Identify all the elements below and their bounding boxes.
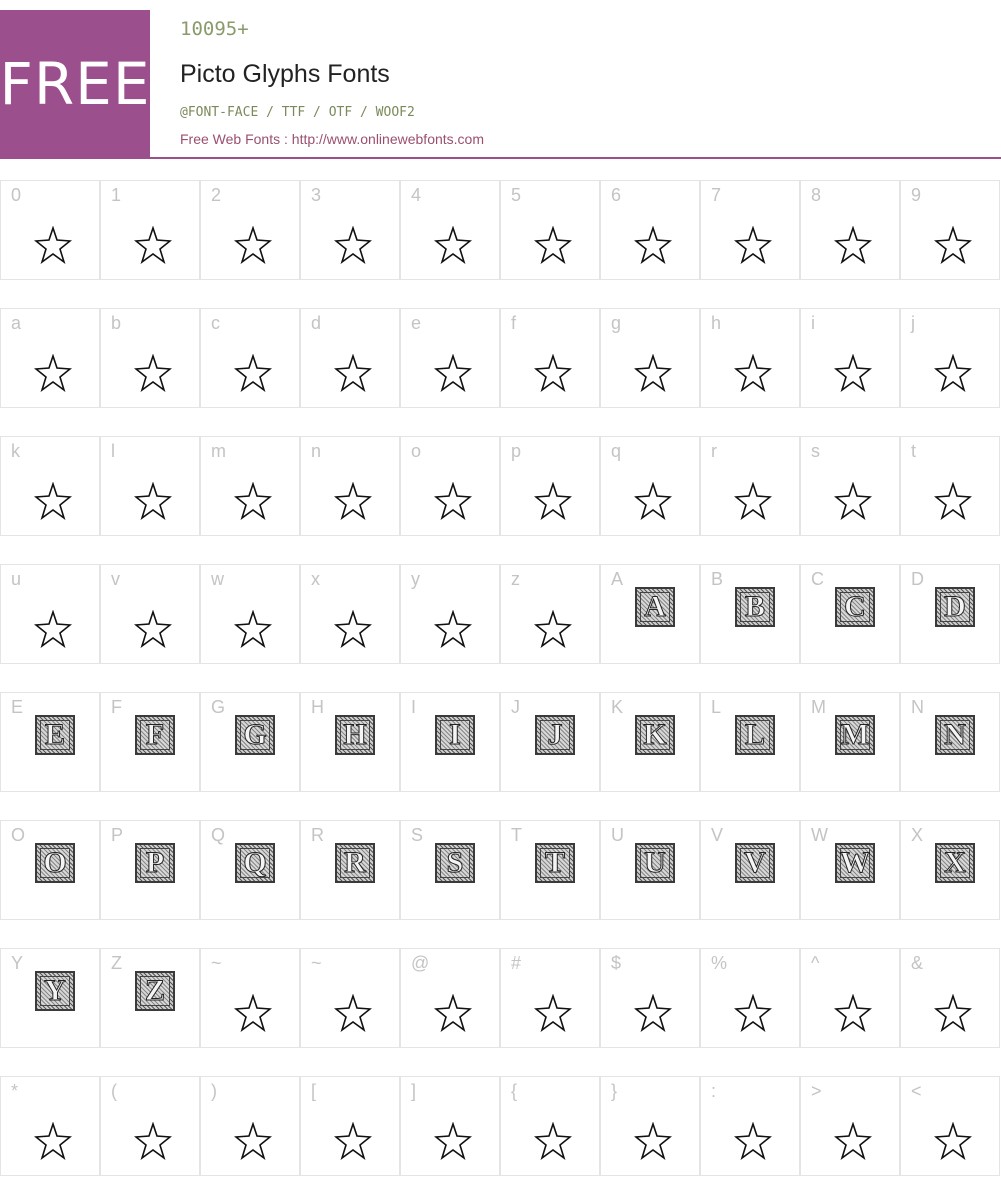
glyph-key-label: R	[311, 825, 324, 845]
star-outline-icon	[934, 354, 972, 392]
glyph-cell[interactable]	[100, 1076, 200, 1176]
glyph-cell[interactable]	[300, 948, 400, 1048]
star-outline-icon	[534, 1122, 572, 1160]
ornate-initial-tile-icon	[435, 843, 475, 883]
ornate-initial-tile-icon	[935, 843, 975, 883]
glyph-row	[0, 692, 1001, 792]
tile-letter: X	[944, 846, 966, 879]
star-outline-icon	[934, 1122, 972, 1160]
star-outline-icon	[934, 226, 972, 264]
tile-letter: Q	[243, 846, 267, 879]
header-divider	[0, 157, 1001, 159]
ornate-initial-tile-icon	[835, 587, 875, 627]
star-outline-icon	[834, 354, 872, 392]
star-outline-icon	[334, 994, 372, 1032]
star-outline-icon	[634, 994, 672, 1032]
glyph-cell[interactable]	[800, 308, 900, 408]
glyph-cell[interactable]	[400, 436, 500, 536]
star-outline-icon	[334, 226, 372, 264]
ornate-initial-tile-icon	[535, 843, 575, 883]
star-outline-icon	[134, 354, 172, 392]
glyph-cell[interactable]	[0, 948, 100, 1048]
ornate-initial-tile-icon	[435, 715, 475, 755]
star-outline-icon	[534, 482, 572, 520]
glyph-key-label: S	[411, 825, 424, 845]
star-outline-icon	[434, 226, 472, 264]
glyph-key-label: T	[511, 825, 522, 845]
page-title: Picto Glyphs Fonts	[180, 60, 390, 88]
glyph-cell[interactable]	[500, 436, 600, 536]
glyph-cell[interactable]	[900, 820, 1000, 920]
star-outline-icon	[734, 226, 772, 264]
star-outline-icon	[534, 610, 572, 648]
tile-letter: R	[344, 846, 366, 879]
glyph-key-label: #	[511, 953, 522, 973]
glyph-cell[interactable]	[800, 692, 900, 792]
glyph-cell[interactable]	[300, 564, 400, 664]
glyph-cell[interactable]	[300, 1076, 400, 1176]
tile-letter: L	[744, 718, 765, 751]
tile-letter: K	[643, 718, 667, 751]
glyph-key-label: 6	[611, 185, 622, 205]
star-outline-icon	[934, 482, 972, 520]
glyph-key-label: U	[611, 825, 624, 845]
glyph-key-label: ~	[311, 953, 322, 973]
glyph-key-label: e	[411, 313, 422, 333]
tile-letter: B	[744, 590, 765, 623]
star-outline-icon	[834, 994, 872, 1032]
glyph-cell[interactable]	[400, 1076, 500, 1176]
glyph-cell[interactable]	[700, 564, 800, 664]
tile-letter: I	[449, 718, 461, 751]
glyph-cell[interactable]	[600, 692, 700, 792]
glyph-key-label: 9	[911, 185, 922, 205]
glyph-cell[interactable]	[600, 1076, 700, 1176]
glyph-cell[interactable]	[400, 948, 500, 1048]
glyph-cell[interactable]	[600, 308, 700, 408]
tile-letter: H	[343, 718, 367, 751]
star-outline-icon	[634, 482, 672, 520]
tile-letter: N	[944, 718, 966, 751]
star-outline-icon	[834, 482, 872, 520]
tile-letter: F	[145, 718, 165, 751]
glyph-cell[interactable]	[200, 948, 300, 1048]
glyph-cell[interactable]	[600, 436, 700, 536]
glyph-key-label: W	[811, 825, 828, 845]
glyph-key-label: d	[311, 313, 322, 333]
star-outline-icon	[134, 482, 172, 520]
glyph-cell[interactable]	[0, 1076, 100, 1176]
star-outline-icon	[534, 354, 572, 392]
glyph-key-label: s	[811, 441, 820, 461]
star-outline-icon	[334, 354, 372, 392]
glyph-key-label: Q	[211, 825, 226, 845]
glyph-key-label: X	[911, 825, 924, 845]
tile-letter: Z	[144, 974, 165, 1007]
glyph-key-label: y	[411, 569, 420, 589]
glyph-cell[interactable]	[600, 820, 700, 920]
ornate-initial-tile-icon	[35, 843, 75, 883]
glyph-key-label: 3	[311, 185, 322, 205]
format-list: @FONT-FACE / TTF / OTF / WOOF2	[180, 105, 415, 120]
star-outline-icon	[634, 226, 672, 264]
site-link[interactable]: Free Web Fonts : http://www.onlinewebfonts.com	[180, 131, 484, 147]
ornate-initial-tile-icon	[735, 715, 775, 755]
glyph-key-label: >	[811, 1081, 822, 1101]
glyph-cell[interactable]	[700, 692, 800, 792]
glyph-row	[0, 948, 1001, 1048]
tile-letter: T	[544, 846, 565, 879]
glyph-key-label: ~	[211, 953, 222, 973]
tile-letter: P	[145, 846, 165, 879]
glyph-cell[interactable]	[600, 948, 700, 1048]
ornate-initial-tile-icon	[335, 843, 375, 883]
glyph-cell[interactable]	[400, 308, 500, 408]
glyph-key-label: <	[911, 1081, 922, 1101]
glyph-cell[interactable]	[900, 948, 1000, 1048]
glyph-key-label: H	[311, 697, 324, 717]
glyph-cell[interactable]	[500, 692, 600, 792]
glyph-key-label: [	[311, 1081, 317, 1101]
ornate-initial-tile-icon	[35, 971, 75, 1011]
glyph-key-label: P	[111, 825, 124, 845]
ornate-initial-tile-icon	[835, 715, 875, 755]
glyph-cell[interactable]	[900, 564, 1000, 664]
glyph-key-label: ^	[811, 953, 820, 973]
glyph-cell[interactable]	[200, 308, 300, 408]
glyph-cell[interactable]	[500, 564, 600, 664]
star-outline-icon	[434, 610, 472, 648]
star-outline-icon	[334, 1122, 372, 1160]
glyph-key-label: w	[211, 569, 224, 589]
glyph-row	[0, 180, 1001, 280]
star-outline-icon	[234, 226, 272, 264]
glyph-key-label: J	[511, 697, 520, 717]
glyph-cell[interactable]	[0, 308, 100, 408]
glyph-cell[interactable]	[200, 564, 300, 664]
glyph-row	[0, 820, 1001, 920]
ornate-initial-tile-icon	[935, 587, 975, 627]
tile-letter: D	[944, 590, 966, 623]
glyph-cell[interactable]	[700, 308, 800, 408]
star-outline-icon	[234, 1122, 272, 1160]
glyph-cell[interactable]	[300, 180, 400, 280]
glyph-cell[interactable]	[800, 948, 900, 1048]
glyph-key-label: 7	[711, 185, 722, 205]
glyph-key-label: I	[411, 697, 417, 717]
glyph-key-label: G	[211, 697, 226, 717]
ornate-initial-tile-icon	[35, 715, 75, 755]
star-outline-icon	[234, 354, 272, 392]
star-outline-icon	[534, 994, 572, 1032]
glyph-key-label: a	[11, 313, 22, 333]
tile-letter: W	[840, 846, 870, 879]
glyph-key-label: r	[711, 441, 717, 461]
glyph-key-label: O	[11, 825, 26, 845]
ornate-initial-tile-icon	[735, 587, 775, 627]
star-outline-icon	[834, 1122, 872, 1160]
star-outline-icon	[234, 482, 272, 520]
glyph-key-label: F	[111, 697, 122, 717]
glyph-cell[interactable]	[700, 1076, 800, 1176]
glyph-cell[interactable]	[800, 564, 900, 664]
glyph-key-label: o	[411, 441, 422, 461]
glyph-cell[interactable]	[600, 564, 700, 664]
star-outline-icon	[334, 610, 372, 648]
glyph-cell[interactable]	[900, 1076, 1000, 1176]
glyph-key-label: g	[611, 313, 622, 333]
ornate-initial-tile-icon	[635, 843, 675, 883]
glyph-cell[interactable]	[100, 948, 200, 1048]
glyph-key-label: v	[111, 569, 120, 589]
glyph-key-label: &	[911, 953, 924, 973]
glyph-key-label: z	[511, 569, 520, 589]
tile-letter: A	[644, 590, 666, 623]
glyph-cell[interactable]	[300, 820, 400, 920]
glyph-key-label: 1	[111, 185, 122, 205]
glyph-key-label: A	[611, 569, 624, 589]
star-outline-icon	[134, 226, 172, 264]
glyph-cell[interactable]	[800, 180, 900, 280]
glyph-key-label: D	[911, 569, 924, 589]
glyph-row	[0, 1076, 1001, 1176]
star-outline-icon	[934, 994, 972, 1032]
glyph-key-label: M	[811, 697, 826, 717]
glyph-key-label: 5	[511, 185, 522, 205]
glyph-cell[interactable]	[200, 820, 300, 920]
glyph-cell[interactable]	[400, 180, 500, 280]
glyph-row	[0, 564, 1001, 664]
star-outline-icon	[734, 354, 772, 392]
glyph-cell[interactable]	[400, 692, 500, 792]
star-outline-icon	[734, 1122, 772, 1160]
glyph-key-label: t	[911, 441, 917, 461]
tile-letter: C	[844, 590, 866, 623]
glyph-cell[interactable]	[200, 180, 300, 280]
ornate-initial-tile-icon	[135, 715, 175, 755]
star-outline-icon	[234, 610, 272, 648]
glyph-key-label: l	[111, 441, 115, 461]
glyph-cell[interactable]	[200, 1076, 300, 1176]
star-outline-icon	[34, 354, 72, 392]
glyph-cell[interactable]	[700, 436, 800, 536]
glyph-cell[interactable]	[100, 308, 200, 408]
star-outline-icon	[634, 354, 672, 392]
ornate-initial-tile-icon	[135, 843, 175, 883]
glyph-cell[interactable]	[900, 308, 1000, 408]
star-outline-icon	[34, 610, 72, 648]
star-outline-icon	[134, 610, 172, 648]
glyph-cell[interactable]	[0, 692, 100, 792]
glyph-key-label: h	[711, 313, 722, 333]
glyph-cell[interactable]	[700, 180, 800, 280]
glyph-cell[interactable]	[300, 308, 400, 408]
star-outline-icon	[634, 1122, 672, 1160]
glyph-key-label: (	[111, 1081, 117, 1101]
star-outline-icon	[834, 226, 872, 264]
free-badge[interactable]: FREE	[0, 10, 150, 158]
glyph-cell[interactable]	[100, 692, 200, 792]
font-count: 10095+	[180, 18, 249, 40]
glyph-key-label: C	[811, 569, 824, 589]
star-outline-icon	[534, 226, 572, 264]
page-header	[0, 0, 1001, 160]
ornate-initial-tile-icon	[235, 715, 275, 755]
glyph-cell[interactable]	[500, 1076, 600, 1176]
glyph-key-label: b	[111, 313, 122, 333]
glyph-cell[interactable]	[300, 436, 400, 536]
glyph-key-label: B	[711, 569, 724, 589]
ornate-initial-tile-icon	[635, 587, 675, 627]
star-outline-icon	[334, 482, 372, 520]
glyph-cell[interactable]	[500, 308, 600, 408]
glyph-cell[interactable]	[0, 564, 100, 664]
glyph-key-label: ]	[411, 1081, 417, 1101]
ornate-initial-tile-icon	[335, 715, 375, 755]
tile-letter: Y	[44, 974, 66, 1007]
glyph-cell[interactable]	[900, 692, 1000, 792]
star-outline-icon	[734, 482, 772, 520]
glyph-cell[interactable]	[100, 436, 200, 536]
glyph-cell[interactable]	[400, 820, 500, 920]
glyph-cell[interactable]	[800, 436, 900, 536]
glyph-key-label: N	[911, 697, 924, 717]
tile-letter: V	[744, 846, 766, 879]
glyph-key-label: 0	[11, 185, 22, 205]
glyph-key-label: :	[711, 1081, 717, 1101]
glyph-cell[interactable]	[800, 820, 900, 920]
star-outline-icon	[34, 482, 72, 520]
glyph-cell[interactable]	[500, 820, 600, 920]
glyph-cell[interactable]	[800, 1076, 900, 1176]
glyph-key-label: }	[611, 1081, 618, 1101]
tile-letter: S	[446, 846, 464, 879]
glyph-cell[interactable]	[100, 820, 200, 920]
ornate-initial-tile-icon	[935, 715, 975, 755]
glyph-cell[interactable]	[500, 180, 600, 280]
glyph-key-label: %	[711, 953, 728, 973]
tile-letter: E	[44, 718, 65, 751]
glyph-key-label: 8	[811, 185, 822, 205]
tile-letter: M	[840, 718, 870, 751]
glyph-cell[interactable]	[200, 436, 300, 536]
glyph-key-label: 4	[411, 185, 422, 205]
glyph-cell[interactable]	[900, 436, 1000, 536]
glyph-key-label: p	[511, 441, 522, 461]
glyph-cell[interactable]	[900, 180, 1000, 280]
tile-letter: G	[243, 718, 267, 751]
glyph-row	[0, 308, 1001, 408]
glyph-cell[interactable]	[0, 820, 100, 920]
glyph-cell[interactable]	[200, 692, 300, 792]
glyph-cell[interactable]	[700, 948, 800, 1048]
glyph-cell[interactable]	[500, 948, 600, 1048]
ornate-initial-tile-icon	[135, 971, 175, 1011]
ornate-initial-tile-icon	[235, 843, 275, 883]
glyph-key-label: )	[211, 1081, 217, 1101]
star-outline-icon	[434, 994, 472, 1032]
glyph-key-label: {	[511, 1081, 518, 1101]
glyph-key-label: q	[611, 441, 622, 461]
glyph-key-label: m	[211, 441, 226, 461]
glyph-cell[interactable]	[300, 692, 400, 792]
glyph-key-label: V	[711, 825, 724, 845]
glyph-key-label: n	[311, 441, 322, 461]
glyph-key-label: L	[711, 697, 722, 717]
star-outline-icon	[434, 1122, 472, 1160]
glyph-cell[interactable]	[0, 180, 100, 280]
glyph-key-label: *	[11, 1081, 19, 1101]
star-outline-icon	[34, 226, 72, 264]
tile-letter: J	[547, 718, 563, 751]
glyph-cell[interactable]	[100, 564, 200, 664]
glyph-key-label: 2	[211, 185, 222, 205]
glyph-key-label: Z	[111, 953, 122, 973]
glyph-cell[interactable]	[400, 564, 500, 664]
glyph-key-label: k	[11, 441, 20, 461]
star-outline-icon	[134, 1122, 172, 1160]
glyph-key-label: K	[611, 697, 624, 717]
glyph-cell[interactable]	[100, 180, 200, 280]
glyph-key-label: j	[911, 313, 915, 333]
ornate-initial-tile-icon	[635, 715, 675, 755]
star-outline-icon	[734, 994, 772, 1032]
glyph-row	[0, 436, 1001, 536]
star-outline-icon	[434, 354, 472, 392]
glyph-cell[interactable]	[600, 180, 700, 280]
glyph-key-label: $	[611, 953, 622, 973]
glyph-key-label: @	[411, 953, 430, 973]
glyph-key-label: i	[811, 313, 815, 333]
glyph-key-label: u	[11, 569, 22, 589]
star-outline-icon	[434, 482, 472, 520]
glyph-key-label: E	[11, 697, 24, 717]
ornate-initial-tile-icon	[535, 715, 575, 755]
star-outline-icon	[34, 1122, 72, 1160]
glyph-key-label: c	[211, 313, 220, 333]
glyph-cell[interactable]	[700, 820, 800, 920]
glyph-key-label: f	[511, 313, 517, 333]
ornate-initial-tile-icon	[735, 843, 775, 883]
ornate-initial-tile-icon	[835, 843, 875, 883]
tile-letter: O	[43, 846, 67, 879]
star-outline-icon	[234, 994, 272, 1032]
glyph-key-label: x	[311, 569, 320, 589]
tile-letter: U	[644, 846, 666, 879]
glyph-key-label: Y	[11, 953, 24, 973]
glyph-cell[interactable]	[0, 436, 100, 536]
